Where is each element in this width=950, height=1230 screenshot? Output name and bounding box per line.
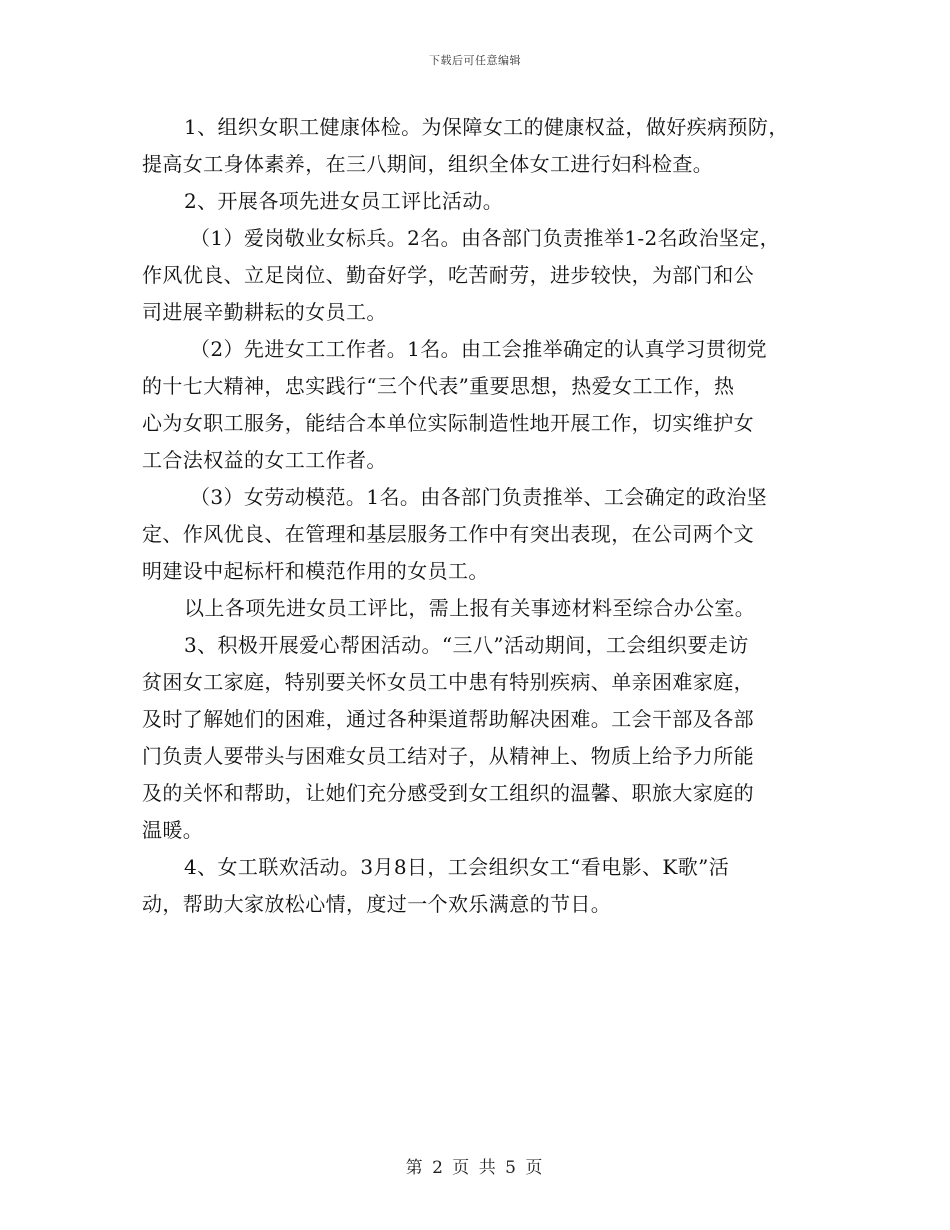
- text-line: 贫困女工家庭，特别要关怀女员工中患有特别疾病、单亲困难家庭，: [142, 670, 754, 694]
- text-line: 4、女工联欢活动。3月8日，工会组织女工“看电影、K歌”活: [184, 855, 730, 879]
- text-line: 明建设中起标杆和模范作用的女员工。: [142, 559, 489, 583]
- text-line: （1）爱岗敬业女标兵。2名。由各部门负责推举1-2名政治坚定，: [190, 226, 781, 250]
- text-line: 1、组织女职工健康体检。为保障女工的健康权益，做好疾病预防，: [184, 115, 789, 139]
- text-line: 司进展辛勤耕耘的女员工。: [142, 300, 387, 324]
- text-line: （3）女劳动模范。1名。由各部门负责推举、工会确定的政治坚: [190, 485, 768, 509]
- text-line: 动，帮助大家放松心情，度过一个欢乐满意的节日。: [142, 892, 612, 916]
- text-line: 及的关怀和帮助，让她们充分感受到女工组织的温馨、职旅大家庭的: [142, 781, 754, 805]
- text-line: 温暖。: [142, 818, 204, 842]
- text-line: 的十七大精神，忠实践行“三个代表”重要思想，热爱女工工作，热: [142, 374, 735, 398]
- text-line: 工合法权益的女工工作者。: [142, 448, 387, 472]
- text-line: 2、开展各项先进女员工评比活动。: [184, 189, 504, 213]
- text-line: 心为女职工服务，能结合本单位实际制造性地开展工作，切实维护女: [142, 411, 754, 435]
- text-line: 门负责人要带头与困难女员工结对子，从精神上、物质上给予力所能: [142, 744, 754, 768]
- text-line: 提高女工身体素养，在三八期间，组织全体女工进行妇科检查。: [142, 152, 714, 176]
- text-line: 及时了解她们的困难，通过各种渠道帮助解决困难。工会干部及各部: [142, 707, 754, 731]
- text-line: （2）先进女工工作者。1名。由工会推举确定的认真学习贯彻党: [190, 337, 768, 361]
- page-number: 第 2 页 共 5 页: [405, 1158, 545, 1178]
- text-line: 以上各项先进女员工评比，需上报有关事迹材料至综合办公室。: [184, 596, 756, 620]
- text-line: 作风优良、立足岗位、勤奋好学，吃苦耐劳，进步较快，为部门和公: [142, 263, 754, 287]
- text-line: 3、积极开展爱心帮困活动。“三八”活动期间，工会组织要走访: [184, 633, 749, 657]
- page-header: 下载后可任意编辑: [429, 54, 521, 67]
- document-body: [142, 109, 822, 923]
- text-line: 定、作风优良、在管理和基层服务工作中有突出表现，在公司两个文: [142, 522, 754, 546]
